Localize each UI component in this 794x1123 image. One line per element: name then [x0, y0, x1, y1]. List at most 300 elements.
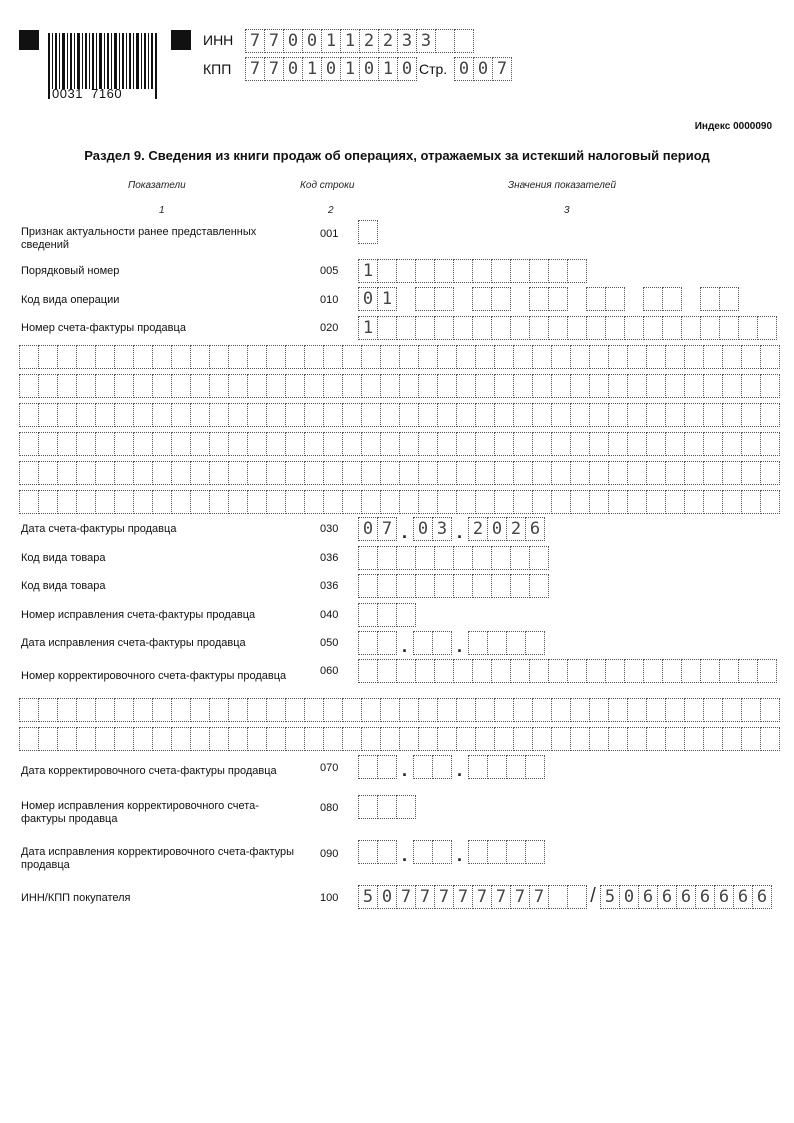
invoice-number-cell[interactable]: [399, 432, 419, 456]
page-char-cell[interactable]: 7: [492, 57, 512, 81]
date-month-cell[interactable]: 0: [413, 517, 433, 541]
invoice-number-cell[interactable]: [209, 461, 229, 485]
invoice-number-cell[interactable]: [684, 461, 704, 485]
invoice-number-cell[interactable]: [551, 432, 571, 456]
corrective-invoice-number-cell[interactable]: [323, 698, 343, 722]
invoice-number-cell[interactable]: [589, 403, 609, 427]
invoice-number-cell[interactable]: [266, 432, 286, 456]
buyer-kpp-cell[interactable]: 5: [600, 885, 620, 909]
invoice-number-cell[interactable]: [418, 432, 438, 456]
invoice-number-cell[interactable]: [247, 345, 267, 369]
invoice-number-cell[interactable]: [380, 432, 400, 456]
serial-number-cell[interactable]: [453, 259, 473, 283]
kpp-char-cell[interactable]: 0: [283, 57, 303, 81]
corrective-invoice-number-cell[interactable]: [361, 727, 381, 751]
goods-code-cell[interactable]: [415, 574, 435, 598]
corrective-invoice-number-cell[interactable]: [380, 727, 400, 751]
invoice-number-cell[interactable]: [266, 490, 286, 514]
buyer-inn-cell[interactable]: 7: [453, 885, 473, 909]
invoice-number-cell[interactable]: [703, 403, 723, 427]
corrective-invoice-number-cell[interactable]: [586, 659, 606, 683]
serial-number-cell[interactable]: [415, 259, 435, 283]
inn-char-cell[interactable]: 7: [264, 29, 284, 53]
invoice-number-cell[interactable]: [228, 345, 248, 369]
buyer-inn-cell[interactable]: [567, 885, 587, 909]
invoice-number-cell[interactable]: 1: [358, 316, 378, 340]
invoice-number-cell[interactable]: [681, 316, 701, 340]
invoice-number-cell[interactable]: [38, 490, 58, 514]
corrective-invoice-number-cell[interactable]: [266, 698, 286, 722]
invoice-number-cell[interactable]: [570, 490, 590, 514]
corrective-invoice-number-cell[interactable]: [760, 727, 780, 751]
goods-code-cell[interactable]: [434, 546, 454, 570]
invoice-number-cell[interactable]: [304, 374, 324, 398]
invoice-number-cell[interactable]: [342, 461, 362, 485]
invoice-number-cell[interactable]: [323, 432, 343, 456]
corrective-invoice-number-cell[interactable]: [532, 698, 552, 722]
date-day-cell[interactable]: [377, 631, 397, 655]
date-day-cell[interactable]: [358, 755, 378, 779]
buyer-inn-cell[interactable]: [548, 885, 568, 909]
operation-code-group[interactable]: [643, 287, 681, 311]
operation-code-group[interactable]: [358, 287, 396, 311]
invoice-number-cell[interactable]: [532, 432, 552, 456]
invoice-number-cell[interactable]: [171, 374, 191, 398]
invoice-number-cell[interactable]: [475, 403, 495, 427]
corrective-invoice-number-cell[interactable]: [510, 659, 530, 683]
goods-code-cell[interactable]: [377, 546, 397, 570]
invoice-number-cell[interactable]: [399, 374, 419, 398]
inn-char-cell[interactable]: [454, 29, 474, 53]
corrective-invoice-number-cell[interactable]: [361, 698, 381, 722]
corrective-invoice-number-cell[interactable]: [551, 698, 571, 722]
invoice-number-cell[interactable]: [361, 461, 381, 485]
corrective-invoice-number-cell[interactable]: [605, 659, 625, 683]
invoice-number-cell[interactable]: [646, 432, 666, 456]
invoice-number-cell[interactable]: [627, 432, 647, 456]
corrective-invoice-number-cell[interactable]: [757, 659, 777, 683]
invoice-number-cell[interactable]: [228, 432, 248, 456]
invoice-number-cell[interactable]: [570, 461, 590, 485]
corrective-invoice-number-cell[interactable]: [475, 727, 495, 751]
invoice-number-cell[interactable]: [684, 345, 704, 369]
invoice-number-cell[interactable]: [247, 490, 267, 514]
invoice-number-cell[interactable]: [380, 345, 400, 369]
invoice-number-cell[interactable]: [665, 374, 685, 398]
invoice-number-cell[interactable]: [532, 374, 552, 398]
invoice-number-continuation-row[interactable]: [19, 432, 779, 456]
invoice-number-cell[interactable]: [529, 316, 549, 340]
corrective-correction-number-cell[interactable]: [396, 795, 416, 819]
invoice-number-cell[interactable]: [665, 432, 685, 456]
invoice-number-cell[interactable]: [38, 374, 58, 398]
invoice-number-cell[interactable]: [703, 432, 723, 456]
invoice-number-cell[interactable]: [171, 345, 191, 369]
invoice-number-cell[interactable]: [700, 316, 720, 340]
corrective-invoice-number-cell[interactable]: [646, 698, 666, 722]
invoice-number-cell[interactable]: [722, 403, 742, 427]
corrective-invoice-number-cell[interactable]: [190, 727, 210, 751]
operation-code-cell[interactable]: [719, 287, 739, 311]
corrective-invoice-number-cell[interactable]: [358, 659, 378, 683]
invoice-number-cell[interactable]: [437, 403, 457, 427]
corrective-invoice-number-cell[interactable]: [608, 698, 628, 722]
operation-code-cell[interactable]: [605, 287, 625, 311]
corrective-invoice-number-cell[interactable]: [380, 698, 400, 722]
corrective-invoice-number-cell[interactable]: [76, 698, 96, 722]
invoice-number-cell[interactable]: [19, 432, 39, 456]
inn-char-cell[interactable]: 2: [378, 29, 398, 53]
date-month-cell[interactable]: [413, 631, 433, 655]
invoice-number-continuation-row[interactable]: [19, 490, 779, 514]
invoice-number-cell[interactable]: [551, 403, 571, 427]
date-year-cell[interactable]: [506, 755, 526, 779]
invoice-number-cell[interactable]: [570, 432, 590, 456]
corrective-invoice-number-cell[interactable]: [19, 698, 39, 722]
invoice-number-cell[interactable]: [323, 403, 343, 427]
operation-code-cell[interactable]: 0: [358, 287, 378, 311]
invoice-number-cell[interactable]: [665, 345, 685, 369]
invoice-number-cell[interactable]: [247, 374, 267, 398]
goods-code-cell[interactable]: [453, 546, 473, 570]
date-year-cell[interactable]: [525, 631, 545, 655]
corrective-invoice-number-cell[interactable]: [399, 727, 419, 751]
invoice-number-cell[interactable]: [760, 345, 780, 369]
invoice-number-cell[interactable]: [266, 403, 286, 427]
corrective-invoice-number-cell[interactable]: [228, 727, 248, 751]
invoice-number-continuation-row[interactable]: [19, 403, 779, 427]
invoice-number-cell[interactable]: [133, 374, 153, 398]
invoice-number-cell[interactable]: [95, 345, 115, 369]
invoice-number-cell[interactable]: [589, 490, 609, 514]
invoice-number-cell[interactable]: [285, 403, 305, 427]
invoice-number-cell[interactable]: [171, 461, 191, 485]
inn-char-cell[interactable]: 2: [359, 29, 379, 53]
corrective-invoice-number-cell[interactable]: [567, 659, 587, 683]
invoice-number-cell[interactable]: [95, 403, 115, 427]
buyer-kpp-cell[interactable]: 6: [695, 885, 715, 909]
invoice-number-cell[interactable]: [741, 490, 761, 514]
operation-code-group[interactable]: [529, 287, 567, 311]
invoice-number-cell[interactable]: [475, 345, 495, 369]
invoice-number-cell[interactable]: [627, 345, 647, 369]
corrective-invoice-number-cell[interactable]: [475, 698, 495, 722]
invoice-number-cell[interactable]: [646, 490, 666, 514]
corrective-invoice-number-cell[interactable]: [456, 727, 476, 751]
corrective-invoice-number-cell[interactable]: [741, 698, 761, 722]
invoice-number-cell[interactable]: [605, 316, 625, 340]
date-year-cell[interactable]: [506, 631, 526, 655]
corrective-invoice-number-cell[interactable]: [342, 727, 362, 751]
corrective-invoice-number-cell[interactable]: [532, 727, 552, 751]
corrective-invoice-number-cell[interactable]: [171, 698, 191, 722]
corrective-invoice-number-cell[interactable]: [38, 698, 58, 722]
invoice-number-cell[interactable]: [190, 490, 210, 514]
buyer-kpp-cell[interactable]: 6: [714, 885, 734, 909]
goods-code-cell[interactable]: [396, 574, 416, 598]
invoice-number-cell[interactable]: [342, 374, 362, 398]
invoice-number-cell[interactable]: [741, 403, 761, 427]
invoice-number-cell[interactable]: [38, 345, 58, 369]
operation-code-cell[interactable]: [643, 287, 663, 311]
corrective-invoice-number-cell[interactable]: [722, 727, 742, 751]
inn-char-cell[interactable]: [435, 29, 455, 53]
invoice-number-cell[interactable]: [171, 403, 191, 427]
invoice-number-cell[interactable]: [171, 490, 191, 514]
invoice-number-cell[interactable]: [513, 403, 533, 427]
corrective-invoice-number-cell[interactable]: [700, 659, 720, 683]
corrective-invoice-number-cell[interactable]: [665, 727, 685, 751]
kpp-char-cell[interactable]: 7: [245, 57, 265, 81]
invoice-number-cell[interactable]: [114, 490, 134, 514]
invoice-number-cell[interactable]: [304, 403, 324, 427]
row-100-inn-kpp-cells[interactable]: [358, 885, 771, 909]
operation-code-cell[interactable]: [548, 287, 568, 311]
invoice-number-cell[interactable]: [453, 316, 473, 340]
goods-code-cell[interactable]: [358, 546, 378, 570]
invoice-number-cell[interactable]: [323, 345, 343, 369]
invoice-number-cell[interactable]: [152, 374, 172, 398]
invoice-number-continuation-row[interactable]: [19, 461, 779, 485]
corrective-invoice-number-cell[interactable]: [627, 698, 647, 722]
invoice-number-cell[interactable]: [646, 345, 666, 369]
page-char-cell[interactable]: 0: [473, 57, 493, 81]
buyer-inn-cell[interactable]: 7: [510, 885, 530, 909]
invoice-number-cell[interactable]: [209, 490, 229, 514]
invoice-number-cell[interactable]: [608, 490, 628, 514]
inn-char-cell[interactable]: 0: [283, 29, 303, 53]
corrective-correction-number-cell[interactable]: [358, 795, 378, 819]
corrective-invoice-number-cell[interactable]: [456, 698, 476, 722]
corrective-invoice-number-cell[interactable]: [722, 698, 742, 722]
date-year-cell[interactable]: [506, 840, 526, 864]
invoice-number-cell[interactable]: [76, 374, 96, 398]
corrective-invoice-number-cell[interactable]: [703, 698, 723, 722]
invoice-number-cell[interactable]: [662, 316, 682, 340]
corrective-invoice-number-cell[interactable]: [95, 727, 115, 751]
invoice-number-cell[interactable]: [589, 432, 609, 456]
invoice-number-cell[interactable]: [510, 316, 530, 340]
corrective-invoice-number-cell[interactable]: [643, 659, 663, 683]
invoice-number-cell[interactable]: [570, 374, 590, 398]
invoice-number-cell[interactable]: [665, 461, 685, 485]
corrective-invoice-number-cell[interactable]: [266, 727, 286, 751]
corrective-invoice-number-cell[interactable]: [171, 727, 191, 751]
row-040-cells[interactable]: [358, 603, 415, 627]
invoice-number-cell[interactable]: [472, 316, 492, 340]
invoice-number-cell[interactable]: [152, 345, 172, 369]
goods-code-cell[interactable]: [415, 546, 435, 570]
operation-code-cell[interactable]: [529, 287, 549, 311]
corrective-invoice-number-cell[interactable]: [703, 727, 723, 751]
date-month-cell[interactable]: [432, 631, 452, 655]
corrective-invoice-number-cell[interactable]: [152, 698, 172, 722]
invoice-number-cell[interactable]: [608, 345, 628, 369]
date-month-cell[interactable]: [413, 755, 433, 779]
serial-number-cell[interactable]: [472, 259, 492, 283]
serial-number-cell[interactable]: 1: [358, 259, 378, 283]
invoice-number-cell[interactable]: [437, 374, 457, 398]
date-day-cell[interactable]: [358, 840, 378, 864]
corrective-invoice-number-cell[interactable]: [513, 727, 533, 751]
invoice-number-cell[interactable]: [741, 461, 761, 485]
serial-number-cell[interactable]: [548, 259, 568, 283]
operation-code-cell[interactable]: 1: [377, 287, 397, 311]
invoice-number-cell[interactable]: [456, 432, 476, 456]
operation-code-cell[interactable]: [662, 287, 682, 311]
correction-number-cell[interactable]: [377, 603, 397, 627]
date-day-cell[interactable]: [377, 755, 397, 779]
invoice-number-cell[interactable]: [285, 432, 305, 456]
corrective-invoice-number-cell[interactable]: [513, 698, 533, 722]
corrective-invoice-number-cell[interactable]: [377, 659, 397, 683]
invoice-number-cell[interactable]: [684, 403, 704, 427]
goods-code-cell[interactable]: [358, 574, 378, 598]
corrective-invoice-number-cell[interactable]: [491, 659, 511, 683]
invoice-number-cell[interactable]: [361, 403, 381, 427]
invoice-number-cell[interactable]: [266, 345, 286, 369]
operation-code-group[interactable]: [415, 287, 453, 311]
invoice-number-cell[interactable]: [57, 432, 77, 456]
date-year-cell[interactable]: [468, 631, 488, 655]
invoice-number-cell[interactable]: [114, 403, 134, 427]
invoice-number-cell[interactable]: [494, 403, 514, 427]
invoice-number-cell[interactable]: [133, 490, 153, 514]
invoice-number-cell[interactable]: [646, 403, 666, 427]
invoice-number-cell[interactable]: [133, 345, 153, 369]
corrective-invoice-number-cell[interactable]: [285, 698, 305, 722]
invoice-number-cell[interactable]: [684, 432, 704, 456]
invoice-number-cell[interactable]: [665, 403, 685, 427]
invoice-number-cell[interactable]: [380, 490, 400, 514]
invoice-number-cell[interactable]: [304, 345, 324, 369]
invoice-number-cell[interactable]: [760, 374, 780, 398]
invoice-number-cell[interactable]: [589, 461, 609, 485]
corrective-invoice-continuation-row[interactable]: [19, 727, 779, 751]
corrective-invoice-number-cell[interactable]: [589, 698, 609, 722]
invoice-number-cell[interactable]: [361, 490, 381, 514]
invoice-number-cell[interactable]: [722, 490, 742, 514]
invoice-number-cell[interactable]: [513, 432, 533, 456]
invoice-number-cell[interactable]: [95, 432, 115, 456]
corrective-invoice-number-cell[interactable]: [437, 698, 457, 722]
corrective-invoice-number-cell[interactable]: [133, 698, 153, 722]
buyer-kpp-cell[interactable]: 6: [752, 885, 772, 909]
invoice-number-cell[interactable]: [415, 316, 435, 340]
invoice-number-cell[interactable]: [285, 461, 305, 485]
row-080-cells[interactable]: [358, 795, 415, 819]
invoice-number-cell[interactable]: [643, 316, 663, 340]
corrective-invoice-number-cell[interactable]: [209, 727, 229, 751]
serial-number-cell[interactable]: [491, 259, 511, 283]
invoice-number-cell[interactable]: [114, 345, 134, 369]
row-070-date-cells[interactable]: [358, 755, 544, 779]
corrective-invoice-number-cell[interactable]: [529, 659, 549, 683]
date-day-cell[interactable]: 7: [377, 517, 397, 541]
invoice-number-cell[interactable]: [513, 374, 533, 398]
invoice-number-cell[interactable]: [586, 316, 606, 340]
invoice-number-cell[interactable]: [418, 461, 438, 485]
invoice-number-cell[interactable]: [396, 316, 416, 340]
invoice-number-cell[interactable]: [152, 403, 172, 427]
corrective-invoice-number-cell[interactable]: [418, 698, 438, 722]
corrective-invoice-number-cell[interactable]: [57, 727, 77, 751]
corrective-invoice-number-cell[interactable]: [627, 727, 647, 751]
goods-code-cell[interactable]: [396, 546, 416, 570]
invoice-number-cell[interactable]: [266, 461, 286, 485]
invoice-number-cell[interactable]: [627, 490, 647, 514]
invoice-number-cell[interactable]: [304, 432, 324, 456]
corrective-invoice-number-cell[interactable]: [624, 659, 644, 683]
goods-code-cell[interactable]: [510, 546, 530, 570]
invoice-number-cell[interactable]: [285, 345, 305, 369]
inn-char-cell[interactable]: 3: [397, 29, 417, 53]
invoice-number-cell[interactable]: [456, 345, 476, 369]
kpp-char-cell[interactable]: 1: [378, 57, 398, 81]
inn-char-cell[interactable]: 0: [302, 29, 322, 53]
row-060-cells[interactable]: [358, 659, 776, 683]
corrective-invoice-number-cell[interactable]: [396, 659, 416, 683]
correction-number-cell[interactable]: [358, 603, 378, 627]
correction-number-cell[interactable]: [396, 603, 416, 627]
invoice-number-cell[interactable]: [323, 461, 343, 485]
invoice-number-cell[interactable]: [703, 374, 723, 398]
operation-code-group[interactable]: [700, 287, 738, 311]
invoice-number-cell[interactable]: [190, 432, 210, 456]
invoice-number-cell[interactable]: [548, 316, 568, 340]
invoice-number-cell[interactable]: [608, 432, 628, 456]
corrective-invoice-number-cell[interactable]: [228, 698, 248, 722]
goods-code-cell[interactable]: [472, 574, 492, 598]
invoice-number-cell[interactable]: [475, 490, 495, 514]
corrective-correction-number-cell[interactable]: [377, 795, 397, 819]
invoice-number-cell[interactable]: [703, 490, 723, 514]
invoice-number-cell[interactable]: [57, 374, 77, 398]
invoice-number-cell[interactable]: [760, 432, 780, 456]
invoice-number-cell[interactable]: [722, 461, 742, 485]
corrective-invoice-number-cell[interactable]: [494, 698, 514, 722]
corrective-invoice-number-cell[interactable]: [741, 727, 761, 751]
invoice-number-cell[interactable]: [513, 345, 533, 369]
buyer-kpp-cell[interactable]: 6: [657, 885, 677, 909]
invoice-number-cell[interactable]: [57, 345, 77, 369]
page-number-cells[interactable]: [454, 57, 511, 81]
invoice-number-cell[interactable]: [247, 432, 267, 456]
invoice-number-cell[interactable]: [228, 403, 248, 427]
serial-number-cell[interactable]: [377, 259, 397, 283]
corrective-invoice-number-cell[interactable]: [95, 698, 115, 722]
row-050-date-cells[interactable]: [358, 631, 544, 655]
buyer-inn-cell[interactable]: 0: [377, 885, 397, 909]
invoice-number-cell[interactable]: [342, 432, 362, 456]
corrective-invoice-number-cell[interactable]: [684, 727, 704, 751]
invoice-number-cell[interactable]: [209, 432, 229, 456]
invoice-number-cell[interactable]: [361, 374, 381, 398]
goods-code-cell[interactable]: [453, 574, 473, 598]
corrective-invoice-number-cell[interactable]: [114, 727, 134, 751]
invoice-number-cell[interactable]: [627, 374, 647, 398]
invoice-number-cell[interactable]: [380, 374, 400, 398]
goods-code-cell[interactable]: [491, 574, 511, 598]
corrective-invoice-number-cell[interactable]: [209, 698, 229, 722]
invoice-number-cell[interactable]: [247, 403, 267, 427]
invoice-number-cell[interactable]: [722, 432, 742, 456]
corrective-invoice-number-cell[interactable]: [152, 727, 172, 751]
operation-code-group[interactable]: [586, 287, 624, 311]
date-month-cell[interactable]: [432, 755, 452, 779]
corrective-invoice-number-cell[interactable]: [285, 727, 305, 751]
invoice-number-cell[interactable]: [551, 461, 571, 485]
